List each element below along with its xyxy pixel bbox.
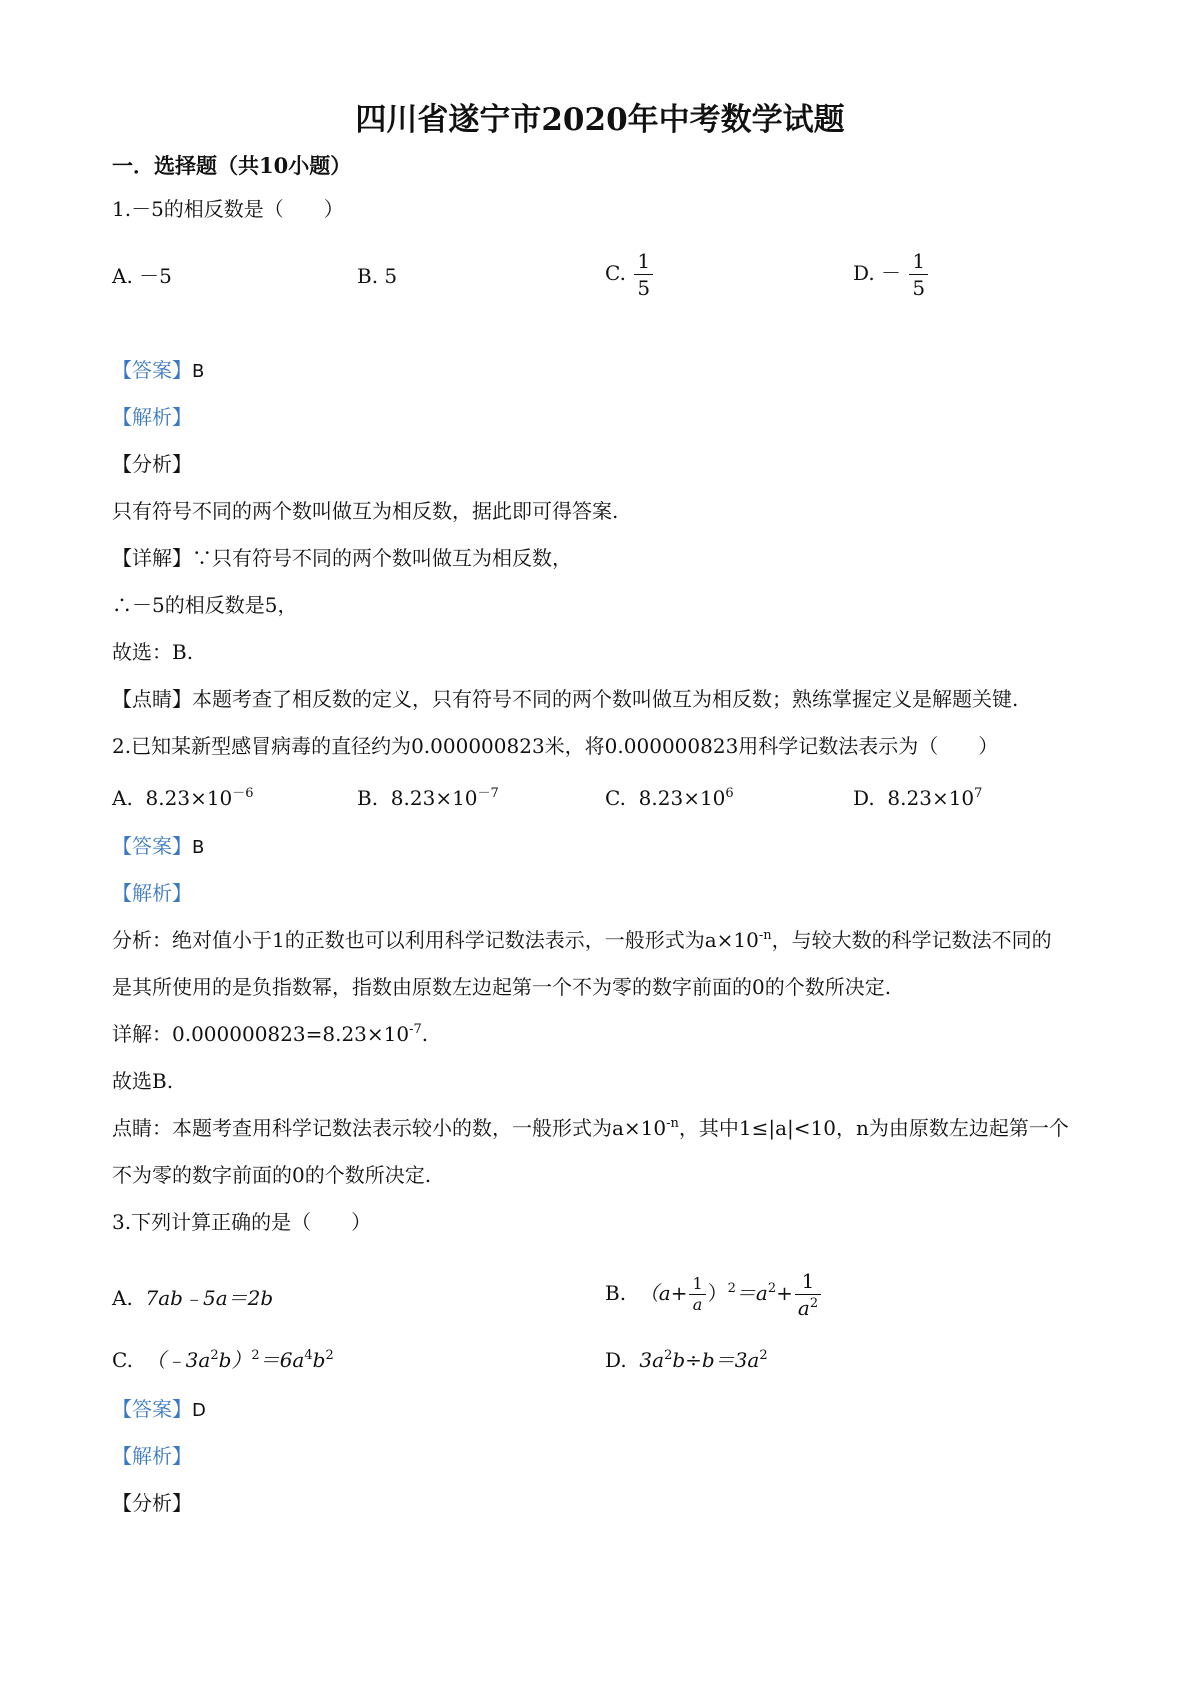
exponent: 6 <box>725 786 734 801</box>
option-label: C. <box>112 1348 133 1372</box>
q1-answer <box>112 356 204 386</box>
q2-choose: 故选B. <box>112 1069 174 1093</box>
exponent: 2 <box>809 1296 819 1311</box>
dianjing-tag: 【点睛】 <box>112 687 192 711</box>
answer-tag: 【答案】 <box>112 834 192 858</box>
q2-answer <box>112 832 204 862</box>
text: 点睛：本题考查用科学记数法表示较小的数，一般形式为a×10 <box>112 1116 667 1140</box>
q1-fenxi-text: 只有符号不同的两个数叫做互为相反数，据此即可得答案. <box>112 499 619 523</box>
text: b <box>312 1348 326 1372</box>
text: ） <box>707 1281 728 1305</box>
q2-option-b <box>357 784 499 812</box>
detail-text: ∵只有符号不同的两个数叫做互为相反数， <box>192 546 572 570</box>
fraction <box>795 1268 821 1321</box>
exponent: 2 <box>210 1348 219 1363</box>
text: （a+ <box>638 1281 688 1305</box>
numerator: 1 <box>795 1268 821 1295</box>
denominator: 5 <box>912 276 926 300</box>
exponent: 4 <box>304 1348 313 1363</box>
text: （﹣3a <box>145 1348 211 1372</box>
q1-option-c <box>605 248 655 301</box>
text: ，与较大数的科学记数法不同的 <box>771 928 1052 952</box>
text: a <box>797 1296 810 1320</box>
q1-option-d-label: D. － <box>853 261 902 285</box>
option-base: 8.23×10 <box>390 786 478 810</box>
text: 详解：0.000000823=8.23×10 <box>112 1022 410 1046</box>
exponent: 2 <box>767 1281 777 1296</box>
dianjing-text: 本题考查了相反数的定义，只有符号不同的两个数叫做互为相反数；熟练掌握定义是解题关键. <box>192 687 1019 711</box>
q1-option-b: B. 5 <box>357 264 398 288</box>
denominator <box>795 1295 821 1321</box>
exponent: 2 <box>251 1348 260 1363</box>
section-heading: 一．选择题（共10小题） <box>112 153 352 178</box>
option-label: B. <box>357 786 379 810</box>
fraction <box>634 248 653 301</box>
text: ，其中1≤|a|<10，n为由原数左边起第一个 <box>678 1116 1069 1140</box>
text: . <box>421 1022 429 1046</box>
q2-analysis-line1 <box>112 926 1052 954</box>
option-label: D. <box>605 1348 627 1372</box>
q2-option-d <box>853 784 982 812</box>
question-2-stem: 2.已知某新型感冒病毒的直径约为0.000000823米，将0.000000823用科学记数法表示为（ ） <box>112 734 999 758</box>
text: b÷b＝3a <box>672 1348 760 1372</box>
option-label: C. <box>605 786 626 810</box>
option-label: A. <box>112 786 133 810</box>
q3-analysis-tag: 【解析】 <box>112 1444 192 1468</box>
q2-analysis-tag: 【解析】 <box>112 881 192 905</box>
answer-value: D <box>192 1400 206 1421</box>
exponent: 7 <box>974 786 983 801</box>
option-label: B. <box>605 1281 627 1305</box>
text: ＝a <box>735 1281 768 1305</box>
q2-dianjing-line1 <box>112 1114 1069 1142</box>
exponent: -7 <box>409 1022 422 1037</box>
q1-dianjing <box>112 685 1018 713</box>
exponent: -n <box>666 1116 679 1131</box>
q3-option-c <box>112 1346 334 1374</box>
exponent: 2 <box>664 1348 673 1363</box>
option-label: A. <box>112 1286 133 1310</box>
text: b） <box>218 1348 252 1372</box>
option-base: 8.23×10 <box>887 786 975 810</box>
option-base: 8.23×10 <box>145 786 233 810</box>
q1-option-c-label: C. <box>605 261 626 285</box>
answer-value: B <box>192 361 205 382</box>
text: 3a <box>639 1348 665 1372</box>
q1-option-d <box>853 248 930 301</box>
q2-detail <box>112 1020 428 1048</box>
q2-option-c <box>605 784 734 812</box>
answer-tag: 【答案】 <box>112 1397 192 1421</box>
fraction <box>909 248 928 301</box>
fraction <box>689 1274 705 1315</box>
text: + <box>776 1281 793 1305</box>
answer-tag: 【答案】 <box>112 358 192 382</box>
q1-fenxi-tag: 【分析】 <box>112 452 192 476</box>
numerator: 1 <box>689 1274 705 1295</box>
q3-answer <box>112 1395 206 1425</box>
denominator: a <box>692 1295 703 1314</box>
q1-detail <box>112 544 572 572</box>
answer-value: B <box>192 837 205 858</box>
q2-analysis-line2: 是其所使用的是负指数幂，指数由原数左边起第一个不为零的数字前面的0的个数所决定. <box>112 975 892 999</box>
expression: 7ab﹣5a＝2b <box>145 1286 274 1310</box>
q1-choose: 故选：B. <box>112 640 194 664</box>
text: 分析：绝对值小于1的正数也可以利用科学记数法表示，一般形式为a×10 <box>112 928 759 952</box>
denominator: 5 <box>637 276 651 300</box>
text: ＝6a <box>259 1348 305 1372</box>
question-1-stem: 1.－5的相反数是（ ） <box>112 197 344 221</box>
q1-analysis-tag: 【解析】 <box>112 405 192 429</box>
question-3-stem: 3.下列计算正确的是（ ） <box>112 1210 372 1234</box>
q3-option-d <box>605 1346 768 1374</box>
q1-step: ∴－5的相反数是5， <box>112 593 298 617</box>
page-title: 四川省遂宁市2020年中考数学试题 <box>355 102 845 138</box>
numerator: 1 <box>634 248 653 275</box>
q3-option-a <box>112 1284 273 1312</box>
exponent: 2 <box>727 1281 736 1296</box>
exponent: -n <box>758 928 772 943</box>
exponent: －7 <box>477 786 499 801</box>
numerator: 1 <box>909 248 928 275</box>
detail-tag: 【详解】 <box>112 546 192 570</box>
q2-option-a <box>112 784 254 812</box>
option-base: 8.23×10 <box>638 786 726 810</box>
exponent: －6 <box>232 786 254 801</box>
q3-fenxi-tag: 【分析】 <box>112 1491 192 1515</box>
q2-dianjing-line2: 不为零的数字前面的0的个数所决定. <box>112 1163 432 1187</box>
q3-option-b <box>605 1268 823 1321</box>
exponent: 2 <box>325 1348 334 1363</box>
option-label: D. <box>853 786 875 810</box>
q1-option-a: A. －5 <box>112 264 172 288</box>
exponent: 2 <box>759 1348 768 1363</box>
